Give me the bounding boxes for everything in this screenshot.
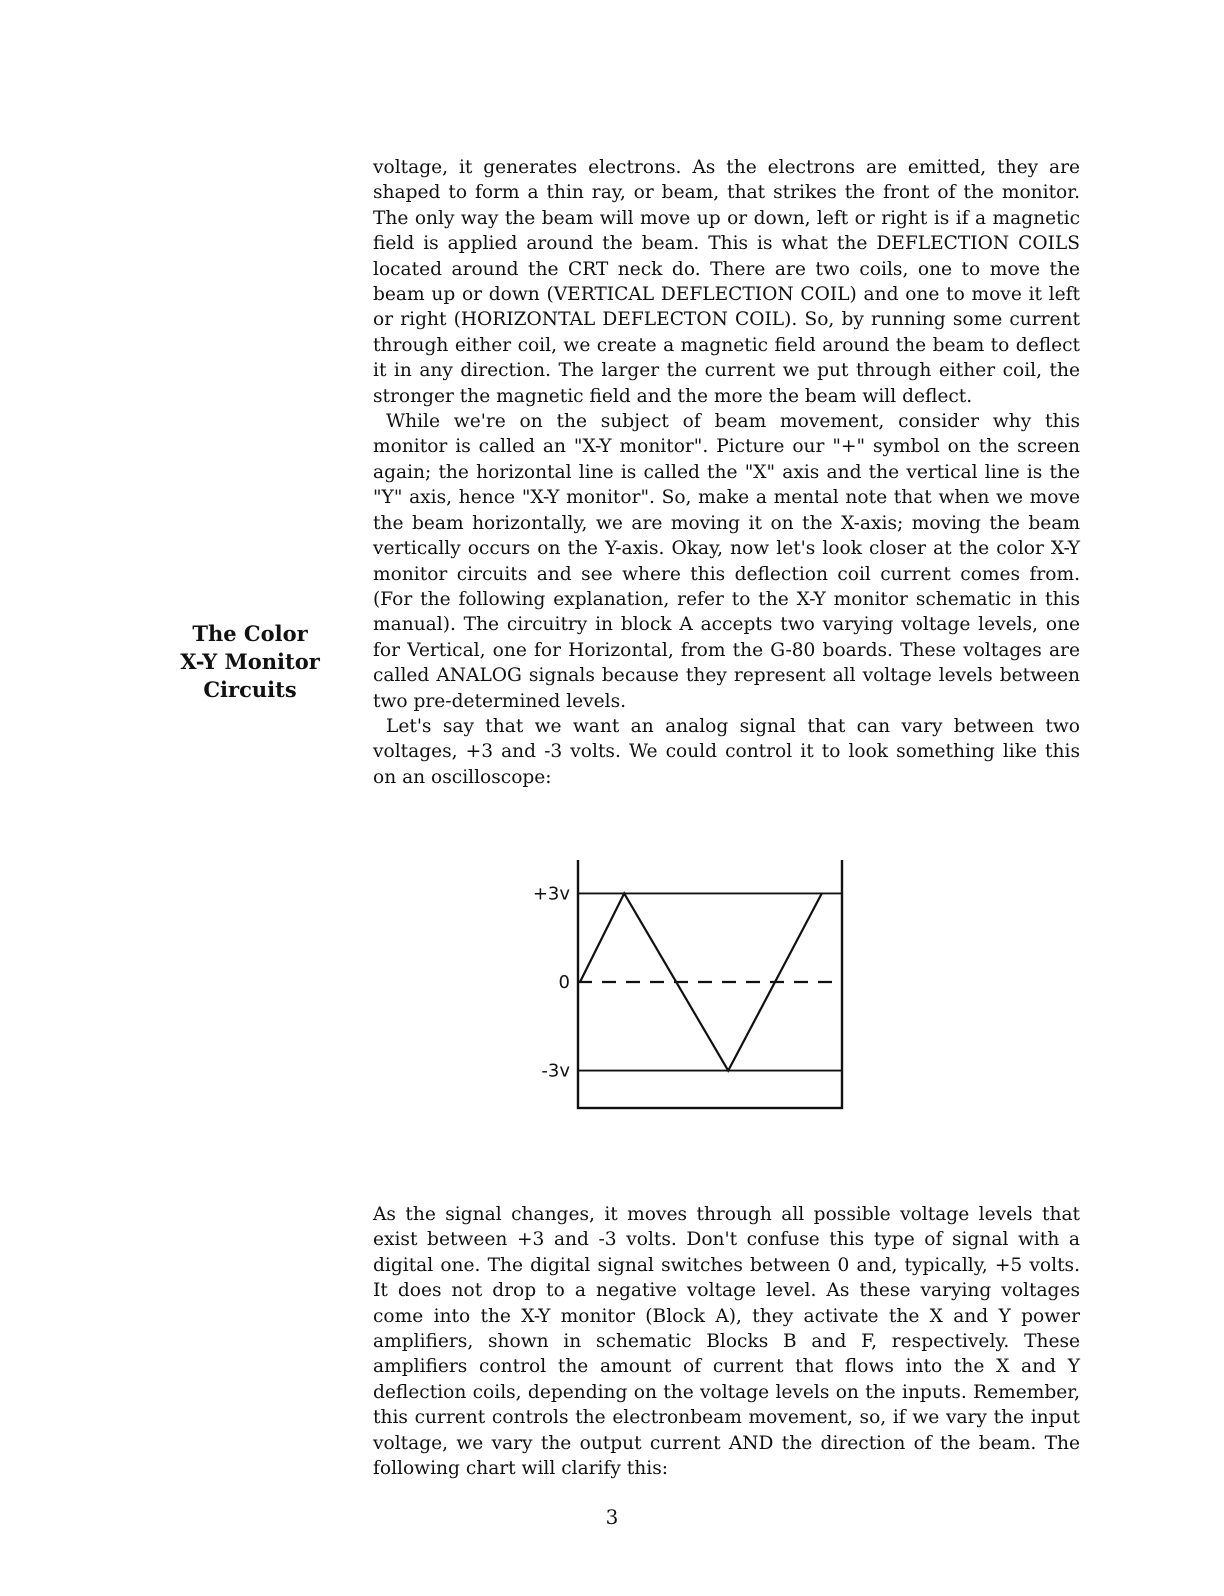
oscilloscope-chart <box>520 860 860 1120</box>
paragraph-4: As the signal changes, it moves through all possible voltage levels that exist between +3 and -3 volts. Don't confuse this type of signal with a digital one. The digital signal switches between 0 and, typically, +5 volts. It does not drop to a negative voltage level. As these varying voltages come into the X-Y monitor (Block A), they activate the X and Y power amplifiers, shown in schematic Blocks B and F, respectively. These amplifiers control the amount of current that flows into the X and Y deflection coils, depending on the voltage levels on the inputs. Remember, this current controls the electronbeam movement, so, if we vary the input voltage, we vary the output current AND the direction of the beam. The following chart will clarify this: <box>373 1204 1080 1480</box>
section-heading-line-1: The Color <box>192 621 308 646</box>
y-tick-label: +3v <box>532 883 570 905</box>
body-text-bottom <box>373 1202 1080 1481</box>
body-text-top <box>373 155 1080 790</box>
section-heading-line-2: X-Y Monitor <box>180 649 320 674</box>
section-heading <box>170 620 330 704</box>
y-tick-label: 0 <box>558 972 570 993</box>
paragraph-2: While we're on the subject of beam movement, consider why this monitor is called an "X-Y monitor". Picture our "+" symbol on the screen again; the horizontal line is called the "X" axis and the vertical line is the "Y" axis, hence "X-Y monitor". So, make a mental note that when we move the beam horizontally, we are moving it on the X-axis; moving the beam vertically occurs on the Y-axis. Okay, now let's look closer at the color X-Y monitor circuits and see where this deflection coil current comes from. (For the following explanation, refer to the X-Y monitor schematic in this manual). The circuitry in block A accepts two varying voltage levels, one for Vertical, one for Horizontal, from the G-80 boards. These voltages are called ANALOG signals because they represent all voltage levels between two pre-determined levels. <box>373 411 1080 712</box>
paragraph-3: Let's say that we want an analog signal that can vary between two voltages, +3 and -3 volts. We could control it to look something like this on an oscilloscope: <box>373 715 1080 788</box>
section-heading-line-3: Circuits <box>203 677 297 702</box>
page-number: 3 <box>605 1505 619 1529</box>
y-tick-label: -3v <box>541 1060 570 1082</box>
paragraph-1: voltage, it generates electrons. As the electrons are emitted, they are shaped to form a thin ray, or beam, that strikes the front of the monitor. The only way the beam will move up or down, left or right is if a magnetic field is applied around the beam. This is what the DEFLECTION COILS located around the CRT neck do. There are two coils, one to move the beam up or down (VERTICAL DEFLECTION COIL) and one to move it left or right (HORIZONTAL DEFLECTON COIL). So, by running some current through either coil, we create a magnetic field around the beam to deflect it in any direction. The larger the current we put through either coil, the stronger the magnetic field and the more the beam will deflect. <box>373 157 1080 407</box>
